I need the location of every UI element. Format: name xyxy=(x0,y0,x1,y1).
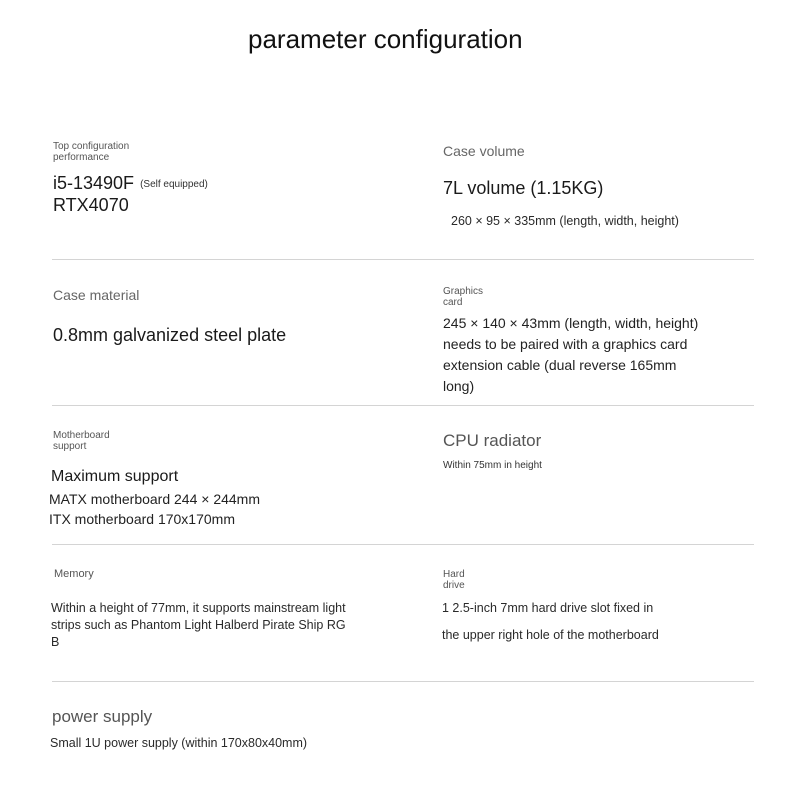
memory-value: Within a height of 77mm, it supports mainstream light strips such as Phantom Light Halberd Pirate Ship RGB xyxy=(51,601,346,649)
hard-drive-label: Hard drive xyxy=(443,569,465,591)
case-material-value: 0.8mm galvanized steel plate xyxy=(53,325,287,345)
case-volume-label: Case volume xyxy=(443,143,525,159)
top-config-label: Top configuration performance xyxy=(53,141,130,163)
graphics-card-value: 245 × 140 × 43mm (length, width, height) needs to be paired with a graphics card extension cable (dual reverse 165mm long) xyxy=(443,315,699,394)
motherboard-heading: Maximum support xyxy=(51,468,179,485)
case-volume-value: 7L volume (1.15KG) xyxy=(443,178,604,198)
power-supply-value: Small 1U power supply (within 170x80x40mm) xyxy=(50,736,308,750)
cpu-model xyxy=(53,172,373,194)
memory-label: Memory xyxy=(54,568,94,580)
motherboard-label: Motherboard support xyxy=(53,430,110,452)
cpu-radiator-value: Within 75mm in height xyxy=(443,460,542,471)
power-supply-label: power supply xyxy=(52,707,153,726)
case-dimensions: 260 × 95 × 335mm (length, width, height) xyxy=(451,214,679,228)
motherboard-matx: MATX motherboard 244 × 244mm xyxy=(49,491,261,507)
graphics-card-label: Graphics card xyxy=(443,286,484,308)
divider-1 xyxy=(52,259,754,260)
divider-2 xyxy=(52,405,754,406)
case-material-label: Case material xyxy=(53,287,140,303)
hard-drive-line2: the upper right hole of the motherboard xyxy=(442,628,659,642)
cpu-radiator-label: CPU radiator xyxy=(443,431,542,450)
gpu-model: RTX4070 xyxy=(53,195,129,215)
cpu-model-text: i5-13490F xyxy=(53,173,135,193)
motherboard-itx: ITX motherboard 170x170mm xyxy=(49,511,235,527)
page-title: parameter configuration xyxy=(248,24,523,54)
cpu-note: (Self equipped) xyxy=(140,179,208,190)
divider-4 xyxy=(52,681,754,682)
hard-drive-line1: 1 2.5-inch 7mm hard drive slot fixed in xyxy=(442,601,654,615)
divider-3 xyxy=(52,544,754,545)
